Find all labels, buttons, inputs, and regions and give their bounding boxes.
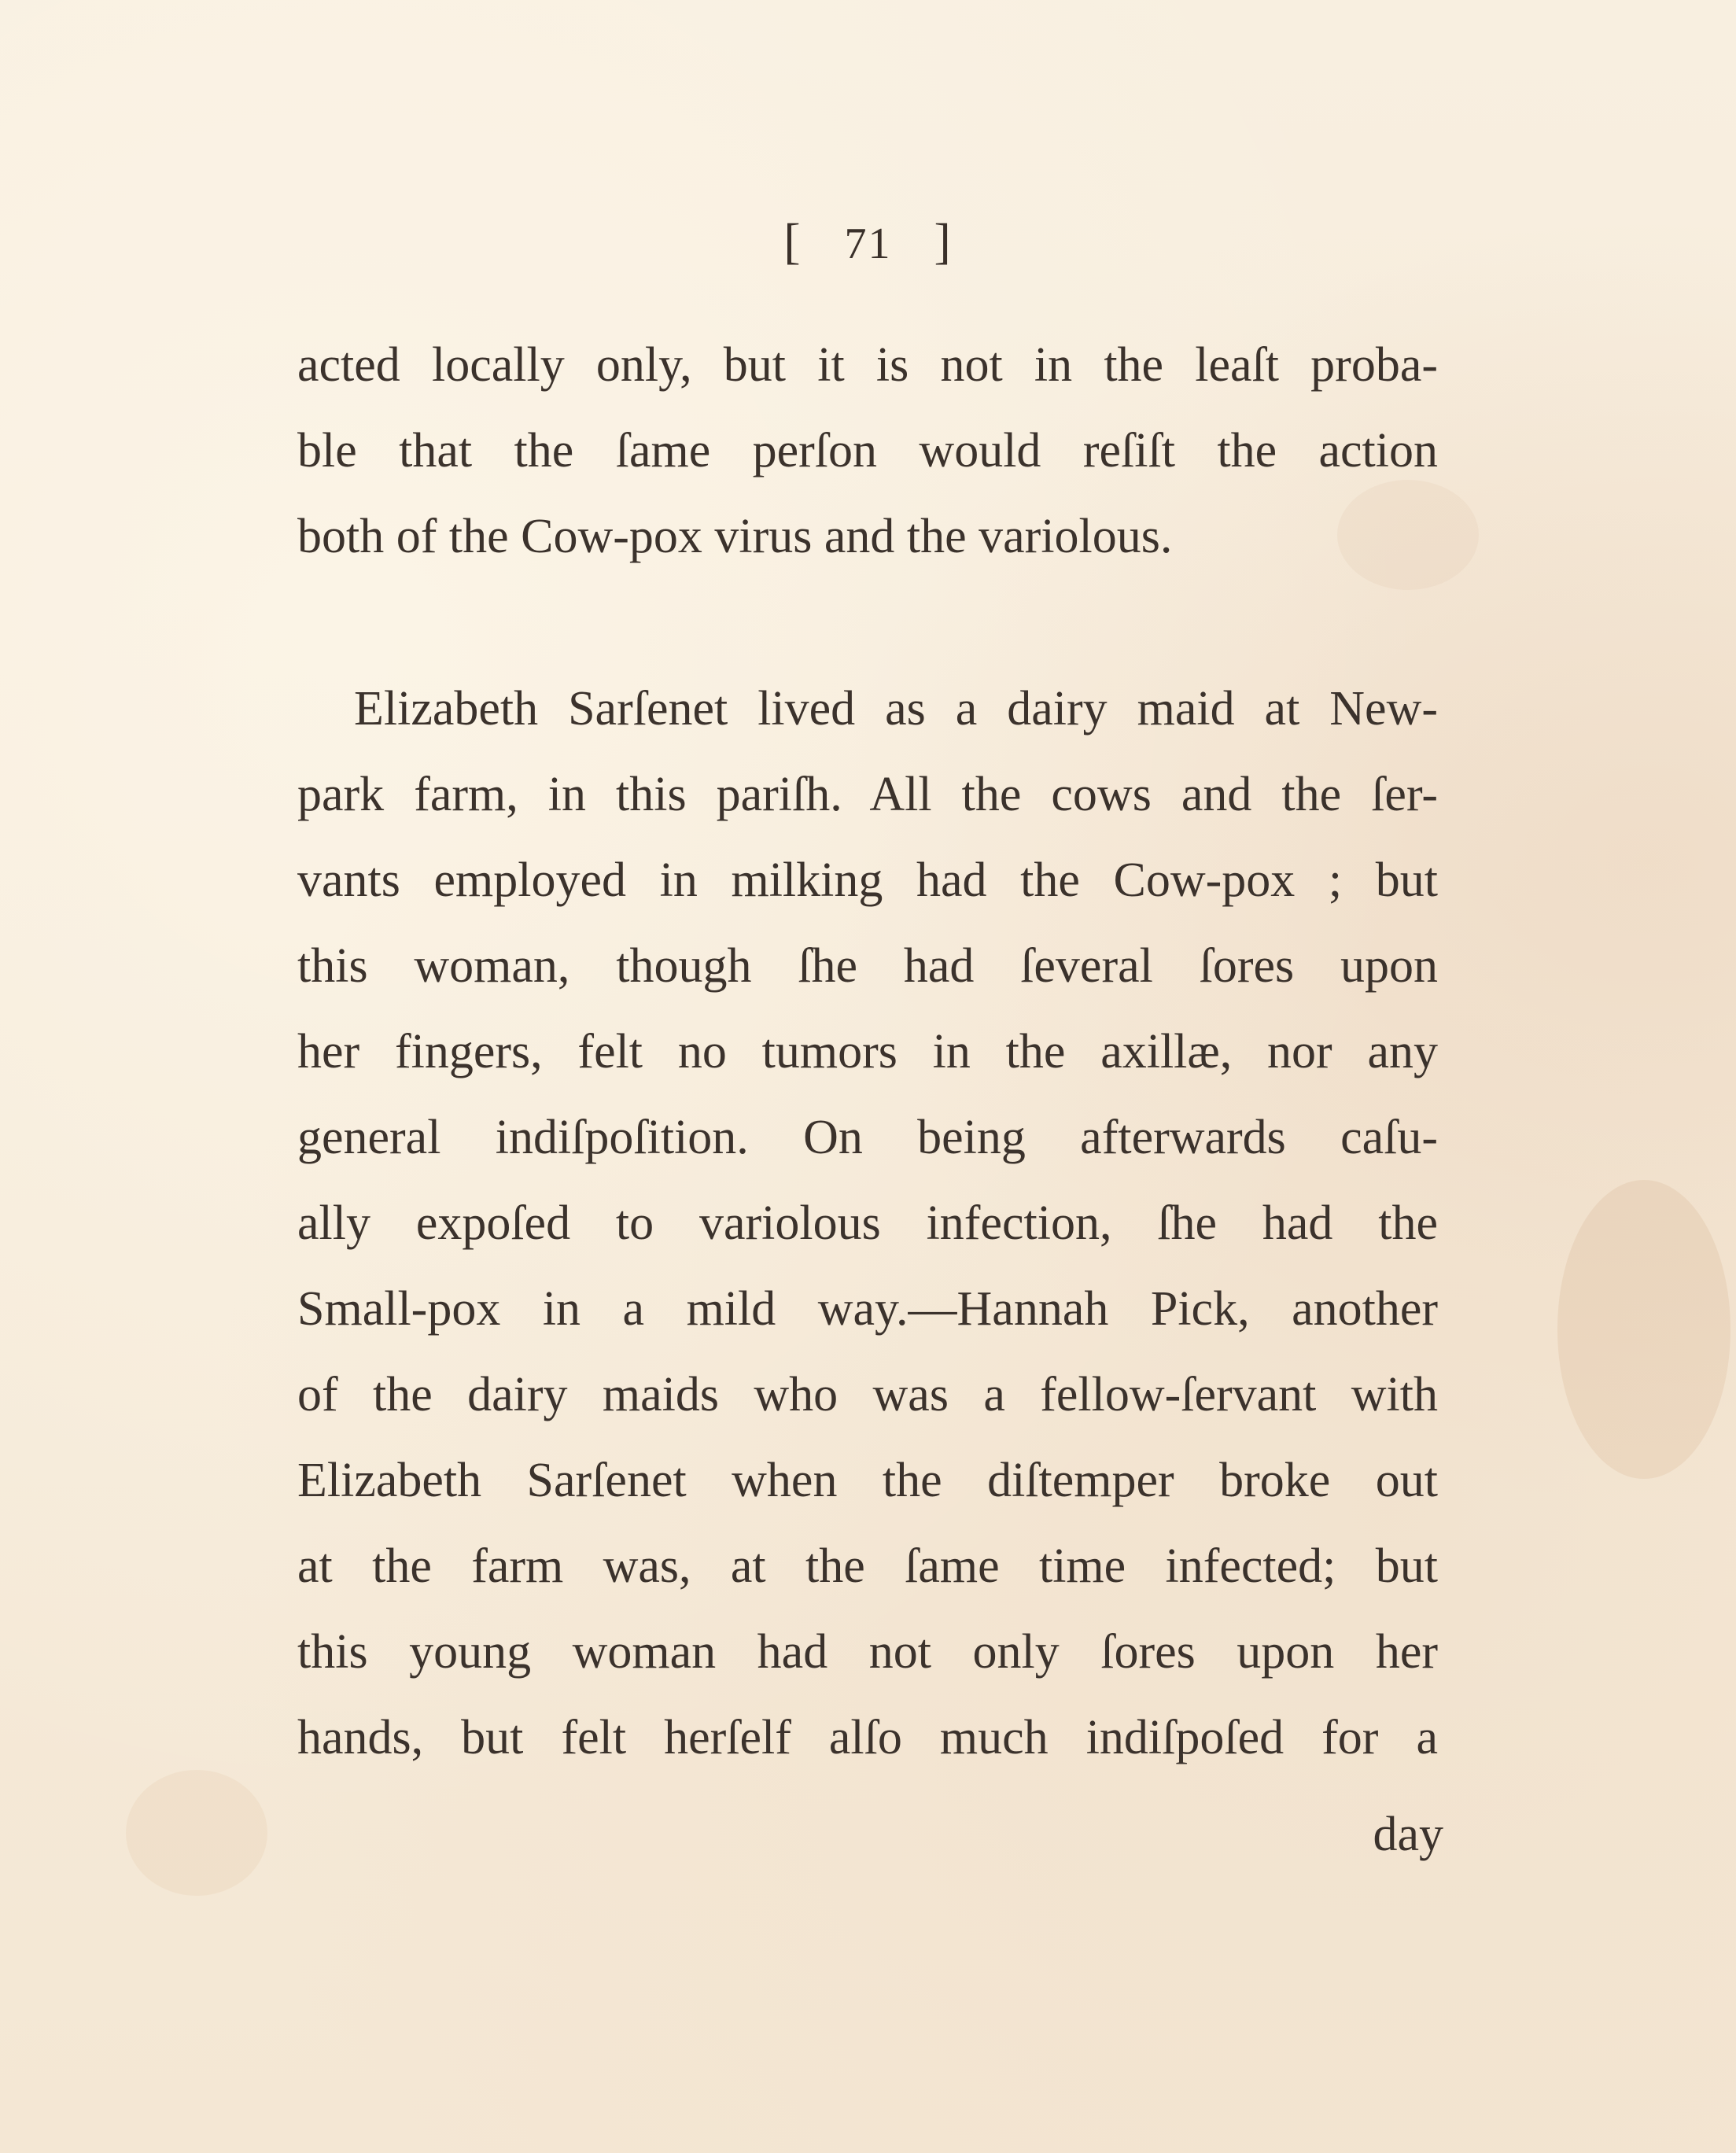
text-line: at the farm was, at the ſame time infected; but	[297, 1539, 1438, 1593]
text-line: general indiſpoſition. On being afterwards caſu-	[297, 1111, 1438, 1164]
page-header	[0, 212, 1736, 271]
bracket-right: ]	[934, 213, 953, 269]
text-line: vants employed in milking had the Cow-pox ; but	[297, 853, 1438, 907]
paper-stain	[126, 1770, 267, 1896]
text-line: this young woman had not only ſores upon her	[297, 1625, 1438, 1679]
text-line: this woman, though ſhe had ſeveral ſores upon	[297, 939, 1438, 993]
text-line: Elizabeth Sarſenet lived as a dairy maid at New-	[354, 682, 1438, 735]
text-line: Small-pox in a mild way.—Hannah Pick, another	[297, 1282, 1438, 1336]
text-line: acted locally only, but it is not in the leaſt proba-	[297, 338, 1438, 392]
text-line: her fingers, felt no tumors in the axillæ, nor any	[297, 1025, 1438, 1078]
paper-stain	[1557, 1180, 1730, 1479]
catchword: day	[1373, 1808, 1443, 1861]
paragraph-2	[297, 666, 1438, 1781]
text-line: ally expoſed to variolous infection, ſhe had the	[297, 1196, 1438, 1250]
page-number: 71	[844, 219, 892, 268]
text-line: hands, but felt herſelf alſo much indiſpoſed for a	[297, 1711, 1438, 1764]
text-line: of the dairy maids who was a fellow-ſervant with	[297, 1368, 1438, 1421]
text-line: park farm, in this pariſh. All the cows and the ſer-	[297, 768, 1438, 821]
bracket-left: [	[783, 213, 802, 269]
paragraph-1	[297, 323, 1438, 580]
text-line: ble that the ſame perſon would reſiſt the action	[297, 424, 1438, 477]
text-line: Elizabeth Sarſenet when the diſtemper broke out	[297, 1454, 1438, 1507]
text-line: both of the Cow-pox virus and the variolous.	[297, 510, 1173, 563]
